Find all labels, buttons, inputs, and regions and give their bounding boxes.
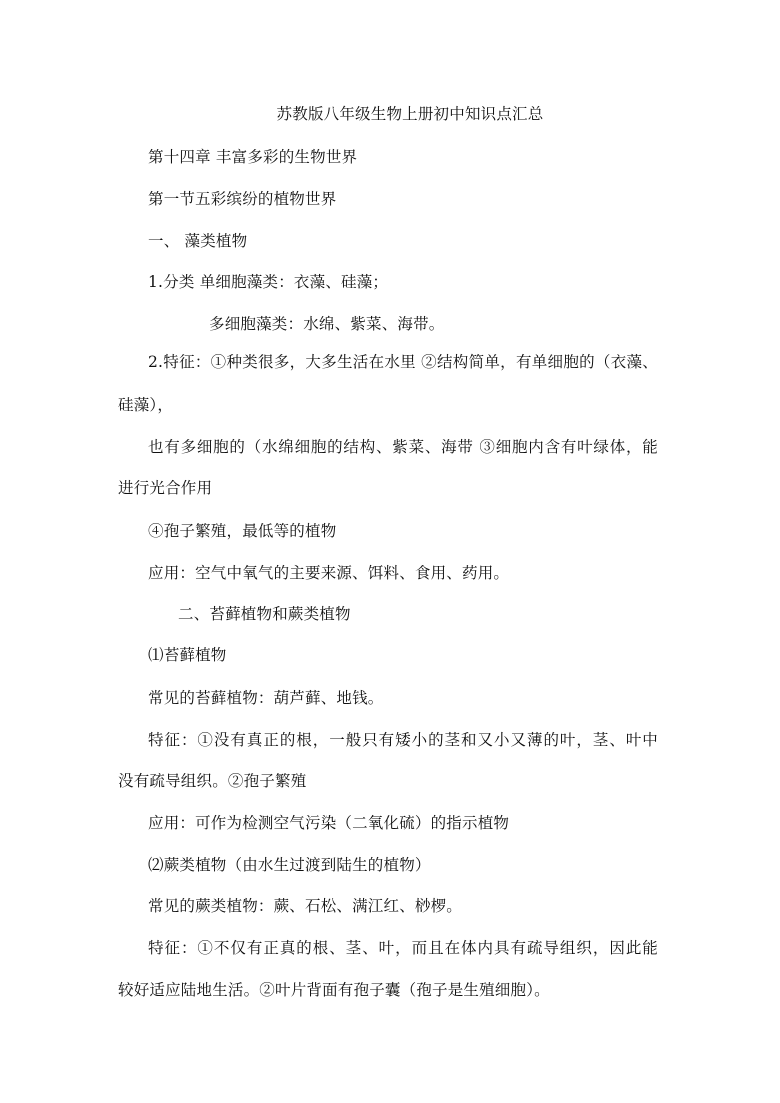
classification-line-2: 多细胞藻类：水绵、紫菜、海带。 (209, 315, 445, 333)
fern-features-line-2: 较好适应陆地生活。②叶片背面有孢子囊（孢子是生殖细胞）。 (118, 981, 550, 999)
moss-heading: ⑴苔藓植物 (148, 646, 227, 664)
algae-features-line-2: 硅藻）， (118, 396, 174, 414)
fern-features-line-1: 特征：①不仅有正真的根、茎、叶，而且在体内具有疏导组织，因此能 (148, 939, 658, 957)
algae-features-line-1: 2.特征：①种类很多，大多生活在水里 ②结构简单，有单细胞的（衣藻、 (148, 353, 658, 371)
moss-fern-heading: 二、苔藓植物和蕨类植物 (178, 605, 351, 623)
chapter-heading: 第十四章 丰富多彩的生物世界 (148, 148, 358, 166)
moss-common-species: 常见的苔藓植物：葫芦藓、地钱。 (148, 689, 384, 707)
moss-features-line-1: 特征：①没有真正的根，一般只有矮小的茎和又小又薄的叶，茎、叶中 (148, 731, 658, 749)
fern-common-species: 常见的蕨类植物：蕨、石松、满江红、桫椤。 (148, 897, 463, 915)
algae-features-line-4: 进行光合作用 (118, 479, 213, 497)
classification-line-1: 1.分类 单细胞藻类：衣藻、硅藻； (148, 273, 389, 291)
fern-heading: ⑵蕨类植物（由水生过渡到陆生的植物） (148, 856, 431, 874)
algae-heading: 一、 藻类植物 (148, 232, 248, 250)
algae-features-line-5: ④孢子繁殖，最低等的植物 (148, 522, 337, 540)
moss-application: 应用：可作为检测空气污染（二氧化硫）的指示植物 (148, 814, 510, 832)
moss-features-line-2: 没有疏导组织。②孢子繁殖 (118, 772, 307, 790)
section-heading: 第一节五彩缤纷的植物世界 (148, 190, 337, 208)
algae-features-line-3: 也有多细胞的（水绵细胞的结构、紫菜、海带 ③细胞内含有叶绿体，能 (148, 438, 658, 456)
algae-application: 应用：空气中氧气的主要来源、饵料、食用、药用。 (148, 564, 510, 582)
document-title: 苏教版八年级生物上册初中知识点汇总 (276, 105, 544, 123)
